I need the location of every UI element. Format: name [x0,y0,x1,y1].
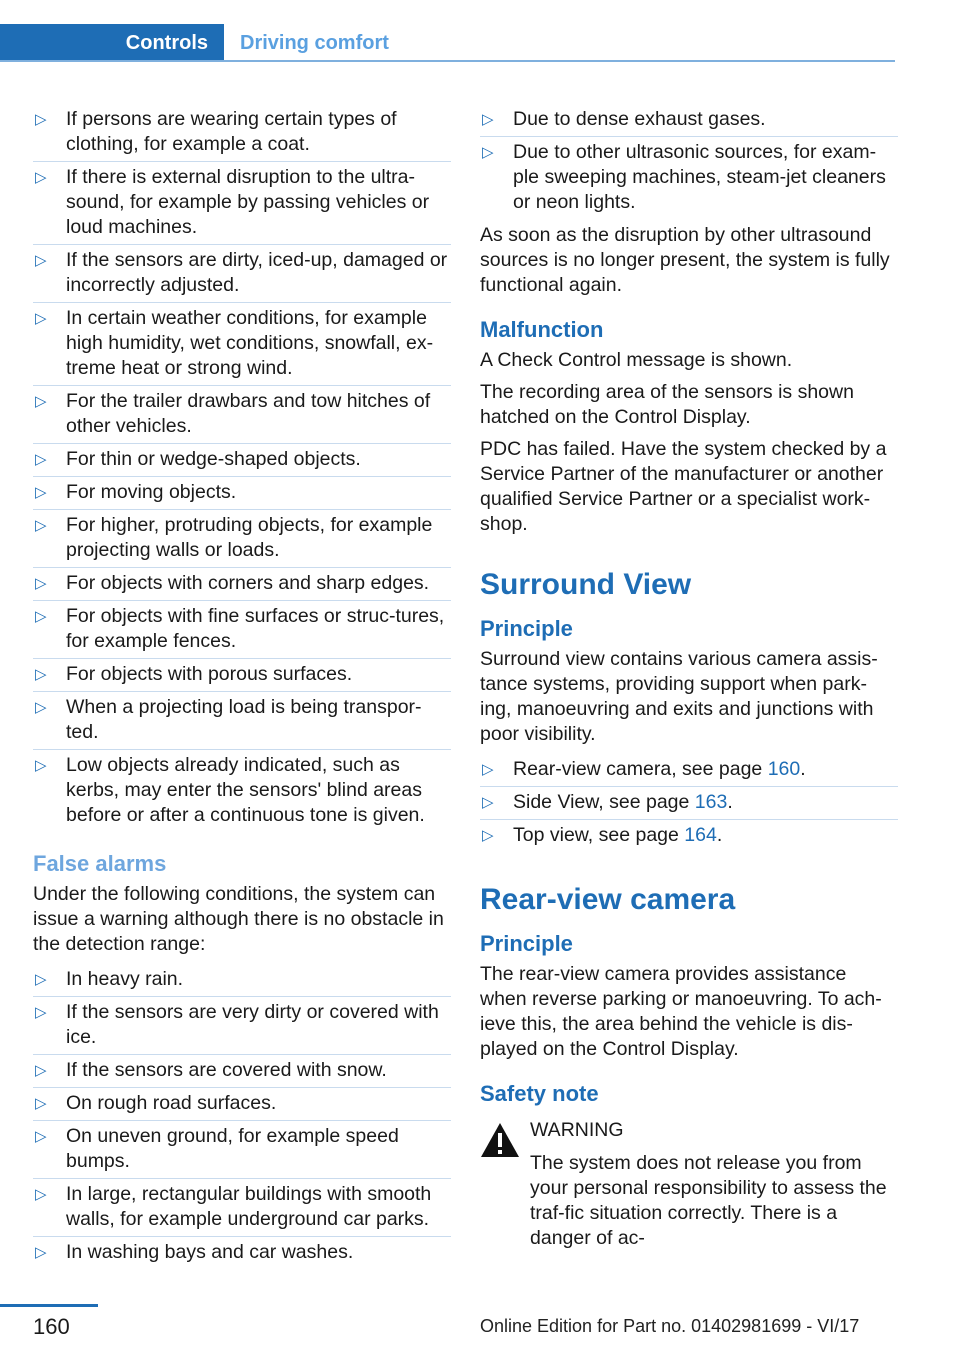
surround-view-paragraph: Surround view contains various camera assis-tance systems, providing support when park-ing, manoeuvring and exits and junctions with poor visibility. [480,648,878,745]
recovery-paragraph: As soon as the disruption by other ultrasound sources is no longer present, the system is fully functional again. [480,224,890,296]
warning-box [480,1118,898,1251]
page-header [0,0,960,64]
page-link-164[interactable]: 164 [684,824,717,846]
list-item: ▷ If the sensors are dirty, iced-up, damaged or incorrectly adjusted. [33,245,451,303]
triangle-bullet-icon: ▷ [35,666,47,683]
list-item: ▷ Side View, see page 163. [480,787,898,820]
list-item: ▷ In large, rectangular buildings with smooth walls, for example underground car parks. [33,1179,451,1237]
triangle-bullet-icon: ▷ [35,1062,47,1079]
rear-view-camera-paragraph: The rear-view camera provides assistance when reverse parking or manoeuvring. To ach-ieve this, the area behind the vehicle is dis-played on the Control Display. [480,963,882,1060]
triangle-bullet-icon: ▷ [482,794,494,811]
list-item: ▷ For objects with corners and sharp edges. [33,568,451,601]
rear-view-camera-heading: Rear-view camera [480,883,736,916]
list-item: ▷ For moving objects. [33,477,451,510]
surround-principle-heading: Principle [480,616,573,641]
triangle-bullet-icon: ▷ [35,1244,47,1261]
warning-triangle-icon [480,1122,520,1158]
list-item: ▷ On rough road surfaces. [33,1088,451,1121]
list-item: ▷ For higher, protruding objects, for example projecting walls or loads. [33,510,451,568]
list-item: ▷ For objects with fine surfaces or struc-tures, for example fences. [33,601,451,659]
list-item: ▷ If there is external disruption to the ultra-sound, for example by passing vehicles or loud machines. [33,162,451,245]
list-item: ▷ Due to dense exhaust gases. [480,104,898,137]
list-item: ▷ In washing bays and car washes. [35,1241,354,1263]
triangle-bullet-icon: ▷ [35,608,47,625]
triangle-bullet-icon: ▷ [35,1095,47,1112]
malfunction-paragraph-2: The recording area of the sensors is shown hatched on the Control Display. [480,381,854,428]
list-item: ▷ Top view, see page 164. [482,824,723,846]
edition-note: Online Edition for Part no. 01402981699 - VI/17 [480,1316,860,1336]
false-alarms-intro: Under the following conditions, the system can issue a warning although there is no obstacle in the detection range: [33,883,444,955]
malfunction-heading: Malfunction [480,317,604,342]
footer-divider [0,1304,98,1307]
triangle-bullet-icon: ▷ [482,111,494,128]
triangle-bullet-icon: ▷ [35,971,47,988]
left-column [33,104,451,1269]
triangle-bullet-icon: ▷ [35,1128,47,1145]
page-link-163[interactable]: 163 [694,791,728,813]
safety-note-heading: Safety note [480,1081,599,1106]
list-item: ▷ For the trailer drawbars and tow hitches of other vehicles. [33,386,451,444]
list-item: ▷ In heavy rain. [33,964,451,997]
section-tab-driving-comfort: Driving comfort [240,31,389,54]
warning-title: WARNING [530,1119,624,1141]
false-alarms-list [33,964,451,1269]
list-item: ▷ On uneven ground, for example speed bumps. [33,1121,451,1179]
triangle-bullet-icon: ▷ [35,757,47,774]
triangle-bullet-icon: ▷ [482,144,494,161]
triangle-bullet-icon: ▷ [35,517,47,534]
list-item: ▷ If the sensors are very dirty or covered with ice. [33,997,451,1055]
triangle-bullet-icon: ▷ [35,393,47,410]
triangle-bullet-icon: ▷ [35,451,47,468]
triangle-bullet-icon: ▷ [35,575,47,592]
list-item: ▷ If persons are wearing certain types of clothing, for example a coat. [33,104,451,162]
triangle-bullet-icon: ▷ [482,827,494,844]
list-item: ▷ For thin or wedge-shaped objects. [33,444,451,477]
list-item: ▷ Rear-view camera, see page 160. [480,754,898,787]
triangle-bullet-icon: ▷ [35,111,47,128]
triangle-bullet-icon: ▷ [35,699,47,716]
header-divider [0,60,895,62]
section-tab-controls: Controls [0,24,224,62]
list-item: ▷ For objects with porous surfaces. [33,659,451,692]
list-item: ▷ In certain weather conditions, for example high humidity, wet conditions, snowfall, ex-treme heat or strong wind. [33,303,451,386]
triangle-bullet-icon: ▷ [482,761,494,778]
surround-view-list [480,754,898,852]
page-number: 160 [33,1314,70,1339]
triangle-bullet-icon: ▷ [35,252,47,269]
triangle-bullet-icon: ▷ [35,484,47,501]
triangle-bullet-icon: ▷ [35,310,47,327]
list-item: ▷ Due to other ultrasonic sources, for exam-ple sweeping machines, steam-jet cleaners or neon lights. [482,141,886,213]
disruption-list [480,104,898,219]
triangle-bullet-icon: ▷ [35,1004,47,1021]
triangle-bullet-icon: ▷ [35,1186,47,1203]
right-column [480,104,898,1251]
triangle-bullet-icon: ▷ [35,169,47,186]
page-link-160[interactable]: 160 [767,758,801,780]
malfunction-paragraph-3: PDC has failed. Have the system checked by a Service Partner of the manufacturer or another qualified Service Partner or a specialist work-shop. [480,438,887,535]
warning-text: The system does not release you from your personal responsibility to assess the traf-fic situation correctly. There is a danger of ac- [530,1152,887,1249]
false-alarms-heading: False alarms [33,851,167,876]
surround-view-heading: Surround View [480,568,692,601]
limits-list [33,104,451,832]
list-item: ▷ Low objects already indicated, such as kerbs, may enter the sensors' blind areas before or after a continuous tone is given. [35,754,425,826]
malfunction-paragraph-1: A Check Control message is shown. [480,349,793,371]
list-item: ▷ If the sensors are covered with snow. [33,1055,451,1088]
list-item: ▷ When a projecting load is being transpor-ted. [33,692,451,750]
rear-view-principle-heading: Principle [480,931,573,956]
